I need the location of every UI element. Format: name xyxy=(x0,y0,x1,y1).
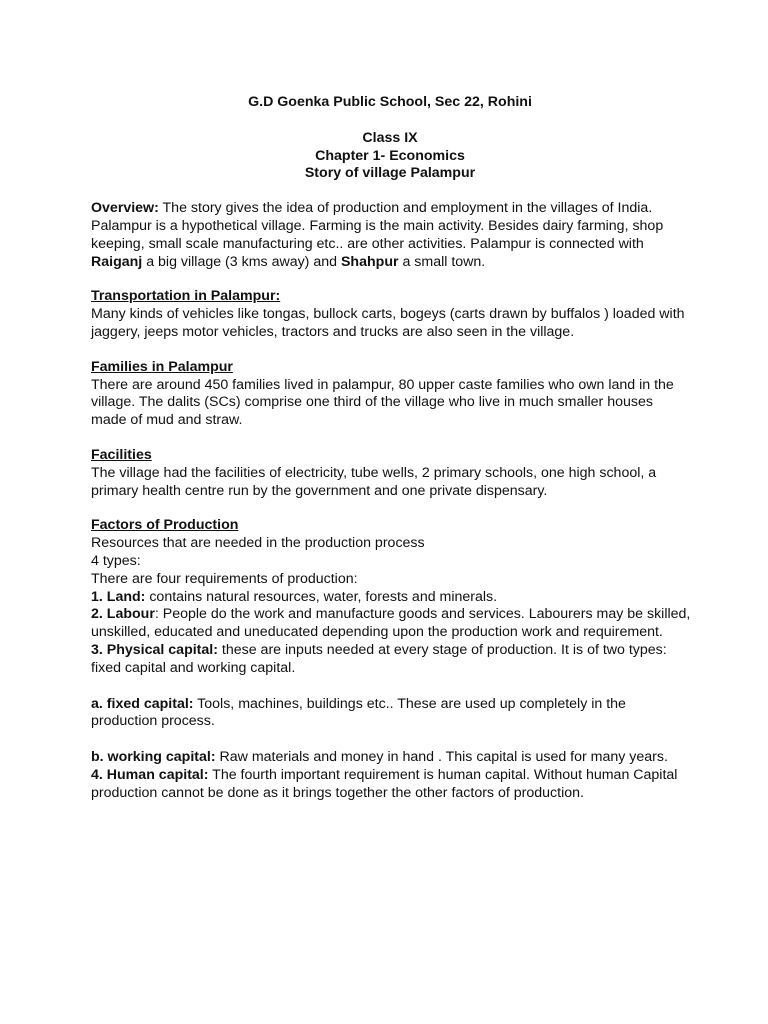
human-capital-text: The fourth important requirement is human capital. Without human Capital production cannot be done as it brings together the other factors of production. xyxy=(91,766,678,801)
working-capital xyxy=(91,749,691,767)
overview-label: Overview: xyxy=(91,200,159,217)
shahpur-name: Shahpur xyxy=(340,253,399,270)
overview-paragraph xyxy=(91,200,691,271)
transportation-section xyxy=(91,288,691,341)
overview-text-3: a small town. xyxy=(398,253,486,270)
human-capital-label: 4. Human capital: xyxy=(91,766,209,783)
factors-requirements: There are four requirements of production: xyxy=(91,570,358,587)
working-capital-label: b. working capital: xyxy=(91,749,216,766)
document-header xyxy=(89,94,691,183)
land-label: 1. Land: xyxy=(91,588,146,605)
overview-text: The story gives the idea of production and employment in the villages of India. Palampur is a hypothetical village. Farming is the main activity. Besides dairy farming, shop keeping, small scale manufacturing etc.. are other activities. Palampur is connected with xyxy=(91,200,664,252)
factor-labour xyxy=(91,606,691,642)
facilities-heading: Facilities xyxy=(91,446,152,463)
facilities-section xyxy=(91,447,691,500)
overview-section xyxy=(91,200,691,271)
transportation-text: Many kinds of vehicles like tongas, bullock carts, bogeys (carts drawn by buffalos ) loaded with jaggery, jeeps motor vehicles, tractors and trucks are also seen in the village. xyxy=(91,306,685,340)
raiganj-name: Raiganj xyxy=(91,253,143,270)
factors-heading: Factors of Production xyxy=(91,517,239,534)
factors-types: 4 types: xyxy=(91,552,141,569)
chapter-title: Chapter 1- Economics xyxy=(315,147,465,164)
factors-intro: Resources that are needed in the production process xyxy=(91,535,425,552)
families-section xyxy=(91,359,691,430)
labour-text: : People do the work and manufacture goods and services. Labourers may be skilled, unskilled, educated and uneducated depending upon the production work and requirement. xyxy=(91,606,691,641)
factor-human-capital xyxy=(91,767,691,803)
families-heading: Families in Palampur xyxy=(91,358,233,375)
story-title: Story of village Palampur xyxy=(304,165,476,182)
working-capital-text: Raw materials and money in hand . This capital is used for many years. xyxy=(215,749,668,766)
physical-capital-text: these are inputs needed at every stage of production. It is of two types: fixed capital and working capital. xyxy=(91,641,667,676)
school-name: G.D Goenka Public School, Sec 22, Rohini xyxy=(248,94,532,110)
factors-section xyxy=(91,517,691,802)
transportation-heading: Transportation in Palampur: xyxy=(91,288,281,305)
factor-physical-capital xyxy=(91,642,691,678)
fixed-capital-text: Tools, machines, buildings etc.. These are used up completely in the production process. xyxy=(91,695,626,730)
labour-label: 2. Labour xyxy=(91,606,155,623)
physical-capital-label: 3. Physical capital: xyxy=(91,641,218,658)
families-text: There are around 450 families lived in palampur, 80 upper caste families who own land in the village. The dalits (SCs) comprise one third of the village who live in much smaller houses made of mud and straw. xyxy=(91,376,674,429)
fixed-capital xyxy=(91,696,691,732)
fixed-capital-label: a. fixed capital: xyxy=(91,695,194,712)
factor-land xyxy=(91,589,691,607)
land-text: contains natural resources, water, forests and minerals. xyxy=(145,588,498,605)
facilities-text: The village had the facilities of electricity, tube wells, 2 primary schools, one high school, a primary health centre run by the government and one private dispensary. xyxy=(91,464,657,499)
document-body xyxy=(91,94,691,803)
overview-text-2: a big village (3 kms away) and xyxy=(142,253,341,270)
class-title: Class IX xyxy=(362,129,418,146)
